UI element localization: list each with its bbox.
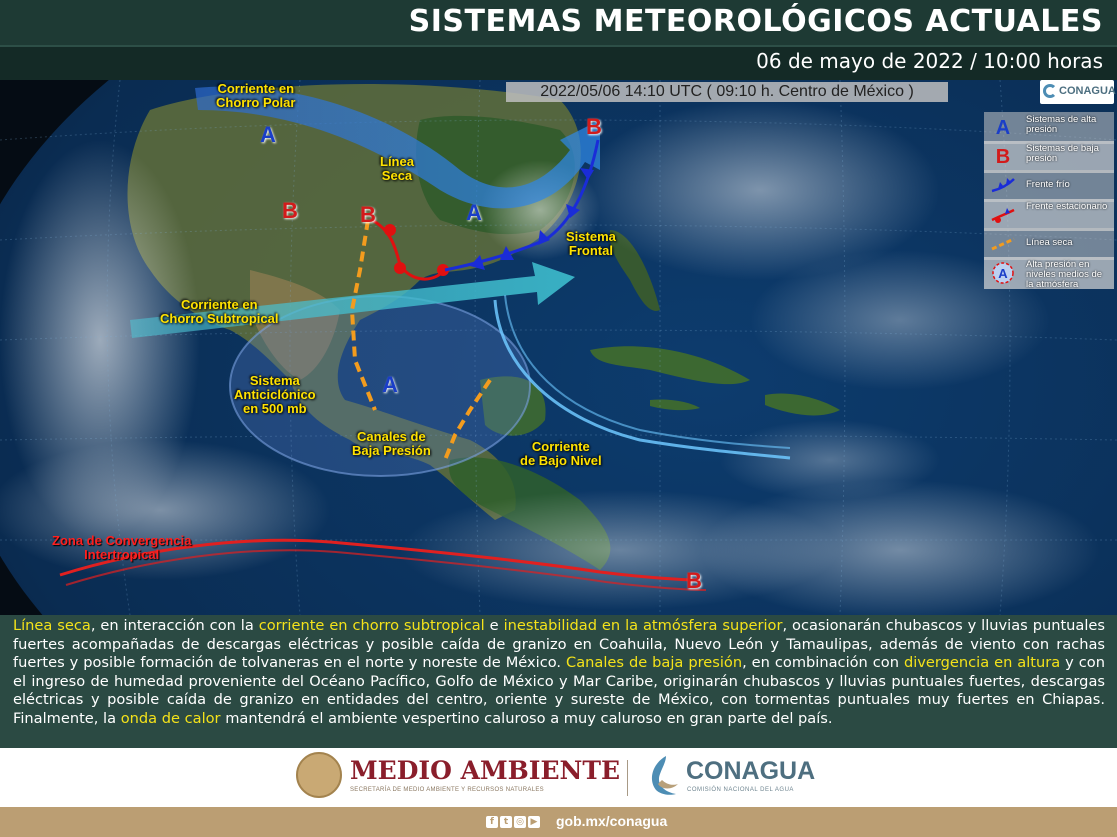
website-link[interactable]: gob.mx/conagua — [556, 813, 668, 829]
label-polar-jet: Corriente en Chorro Polar — [216, 81, 296, 110]
social-links — [486, 816, 552, 830]
facebook-icon[interactable]: f — [486, 816, 498, 828]
conagua-subtitle: COMISIÓN NACIONAL DEL AGUA — [687, 787, 794, 793]
legend-item-high: A Sistemas de alta presión — [984, 112, 1114, 144]
medio-ambiente-subtitle: SECRETARÍA DE MEDIO AMBIENTE Y RECURSOS NATURALES — [350, 787, 544, 793]
forecast-description — [0, 615, 1117, 748]
legend-item-cold-front: Frente frío — [984, 170, 1114, 202]
stationary-front-icon — [990, 202, 1016, 228]
label-low-pressure-channels: Canales de Baja Presión — [352, 429, 431, 458]
twitter-icon[interactable]: t — [500, 816, 512, 828]
conagua-swirl-icon — [1043, 84, 1057, 98]
label-frontal-system: Sistema Frontal — [566, 229, 616, 258]
legend-item-low: B Sistemas de baja presión — [984, 141, 1114, 173]
high-pressure-symbol: A — [260, 122, 276, 147]
forecast-paragraph: Línea seca, en interacción con la corriente en chorro subtropical e inestabilidad en la atmósfera superior, ocasionarán chubascos y lluvias puntuales fuertes acompañadas de descargas eléctricas y posible caída de granizo en Coahuila, Nuevo León y Tamaulipas, además de viento con rachas fuertes y posible formación de tolvaneras en el norte y noreste de México. Canales de baja presión, en combinación con divergencia en altura y con el ingreso de humedad proveniente del Océano Pacífico, Golfo de México y Mar Caribe, originarán chubascos y lluvias puntuales fuertes, descargas eléctricas y posible caída de granizo en entidades del centro, oriente y sureste de México, con tormentas puntuales muy fuertes en Chiapas. Finalmente, la onda de calor mantendrá el ambiente vespertino caluroso a muy caluroso en gran parte del país. — [13, 617, 1106, 727]
legend-item-upper-high: A Alta presión en niveles medios de la atmósfera — [984, 257, 1114, 289]
legend — [984, 112, 1114, 290]
satellite-timestamp: 2022/05/06 14:10 UTC ( 09:10 h. Centro de México ) — [506, 82, 948, 102]
legend-item-dry-line: Línea seca — [984, 228, 1114, 260]
low-pressure-icon: B — [995, 146, 1011, 168]
legend-item-stationary-front: Frente estacionario — [984, 199, 1114, 231]
high-pressure-icon: A — [995, 117, 1011, 139]
low-pressure-symbol: B — [282, 198, 298, 223]
cold-front-icon — [990, 173, 1016, 199]
medio-ambiente-title: MEDIO AMBIENTE — [350, 756, 621, 785]
high-pressure-symbol: A — [466, 200, 482, 225]
label-dry-line: Línea Seca — [380, 154, 414, 183]
satellite-map — [0, 80, 1117, 615]
label-low-level-jet: Corriente de Bajo Nivel — [520, 439, 602, 468]
label-itcz: Zona de Convergencia Intertropical — [52, 533, 192, 562]
low-pressure-symbol: B — [586, 114, 602, 139]
instagram-icon[interactable]: ◎ — [514, 816, 526, 828]
upper-high-icon — [990, 260, 1016, 286]
dry-line-icon — [990, 231, 1016, 257]
conagua-logo-small: CONAGUA — [1040, 80, 1114, 104]
high-pressure-symbol: A — [382, 372, 398, 397]
svg-text:A: A — [998, 266, 1008, 281]
low-pressure-symbol: B — [686, 568, 702, 593]
low-pressure-symbol: B — [360, 202, 376, 227]
page-title: SISTEMAS METEOROLÓGICOS ACTUALES — [408, 4, 1103, 39]
conagua-title: CONAGUA — [686, 757, 816, 785]
label-subtropical-jet: Corriente en Chorro Subtropical — [160, 297, 279, 326]
logo-divider — [627, 760, 628, 796]
header — [0, 0, 1117, 80]
label-anticyclone: Sistema Anticiclónico en 500 mb — [234, 373, 316, 416]
date-time: 06 de mayo de 2022 / 10:00 horas — [756, 49, 1103, 73]
mexico-seal-icon — [296, 752, 342, 798]
youtube-icon[interactable]: ▶ — [528, 816, 540, 828]
conagua-logo-icon — [646, 754, 680, 798]
